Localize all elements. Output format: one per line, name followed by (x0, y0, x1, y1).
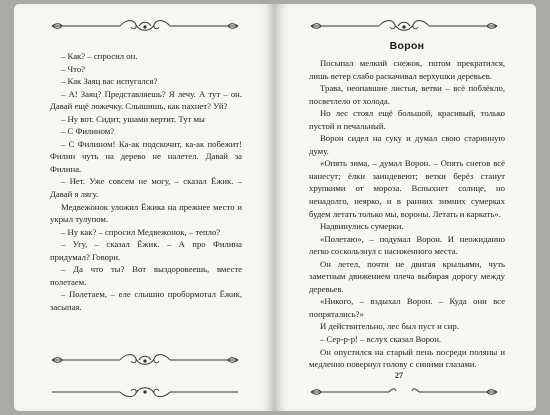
paragraph: И действительно, лес был пуст и сир. (320, 321, 459, 332)
paragraph: – Ну вот. Сидит, ушами вертит. Тут мы (61, 113, 205, 124)
paragraph: – Что? (61, 63, 86, 74)
scroll-ornament-icon (50, 18, 240, 34)
paragraph: Посыпал мелкий снежок, потом прекратился, лишь ветер слабо раскачивал верхушки деревьев. (309, 58, 505, 81)
paragraph: Но лес стоял ещё большой, красивый, только пустой и печальный. (309, 108, 505, 131)
right-page (275, 4, 536, 411)
paragraph: Он летел, почти не двигая крыльями, чуть заметным движением плеча выбирая дорогу между деревьев. (309, 258, 505, 294)
scroll-ornament-icon (309, 384, 499, 400)
paragraph: – Да что ты? Вот выздоровеешь, вместе полетаем. (50, 264, 242, 287)
paragraph: – Полетаем, – еле слышно пробормотал Ёжик, засыпая. (50, 289, 242, 312)
paragraph: – С Филином? (61, 126, 115, 137)
scroll-ornament-icon (50, 352, 240, 368)
scroll-ornament-icon (309, 18, 499, 34)
paragraph: – С Филином! Ка-ак подскочит, ка-ак побежит! Филин чуть на дерево не налетел. Давай за Филина. (50, 138, 242, 174)
paragraph: «Полетаю», – подумал Ворон. И неожиданно легко соскользнул с насиженного места. (309, 233, 505, 257)
paragraph: «Опять зима, – думал Ворон. – Опять снегов всё нанесут; ёлки заиндевеют; ветки берёз станут хрупкими от мороза. Вспыхнет солнце, но ненадолго, неярко, и в ранних зимних сумерках будем летать только мы, вороны. Летать и каркать». (309, 158, 505, 219)
paragraph: – Как? – спросил он. (61, 51, 138, 61)
scroll-ornament-icon (50, 384, 240, 400)
left-page (14, 4, 275, 411)
left-page-text (50, 50, 242, 313)
page-number: 27 (395, 371, 403, 380)
book-spread (14, 4, 536, 411)
paragraph: «Никого, – вздыхал Ворон. – Куда они все попрятались?» (309, 296, 505, 319)
paragraph: – Нет. Уже совсем не могу, – сказал Ёжик. – Давай я лягу. (50, 176, 242, 200)
paragraph: Медвежонок уложил Ёжика на прежнее место и укрыл тулупом. (50, 201, 242, 225)
chapter-title: Ворон (389, 40, 425, 52)
paragraph: Ворон сидел на суку и думал свою старинную думу. (309, 133, 505, 156)
paragraph: – Как Заяц вас испугался? (61, 76, 158, 87)
paragraph: Он опустился на старый пень посреди поляны и медленно повернул голову с синими глазами. (309, 346, 505, 370)
paragraph: Надвинулись сумерки. (320, 221, 404, 232)
paragraph: – Угу, – сказал Ёжик. – А про Филина придумал? Говори. (50, 239, 242, 262)
paragraph: – Сер-р-р! – вслух сказал Ворон. (320, 334, 442, 345)
paragraph: Трава, неопавшие листья, ветви – всё поблёкло, посветлело от холода. (309, 83, 505, 106)
right-page-text (309, 57, 505, 371)
paragraph: – А! Заяц? Представляешь? Я лечу. А тут – он. Давай ещё ложечку. Слышишь, как пахнет? Уй? (50, 88, 242, 112)
paragraph: – Ну как? – спросил Медвежонок, – тепло? (61, 226, 221, 237)
